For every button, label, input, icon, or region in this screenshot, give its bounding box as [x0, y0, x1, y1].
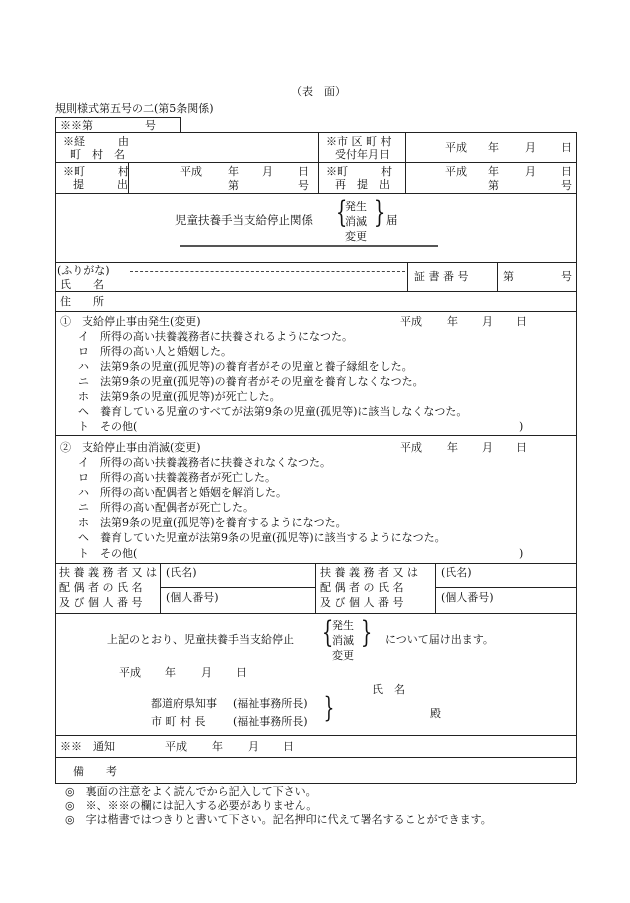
section2-month: 月	[482, 441, 493, 454]
teishutsu-label-1: ※町 村	[63, 165, 129, 178]
declaration-year: 年	[165, 666, 176, 679]
title-option-extinction: 消滅	[345, 215, 367, 228]
rule-row2	[55, 193, 576, 194]
row12-divider	[318, 132, 319, 193]
supporter-label-1-right: 扶 養 義 務 者 又 は	[320, 566, 418, 579]
section2-item-ha: ハ 所得の高い配偶者と婚姻を解消した。	[78, 486, 287, 499]
teishutsu-dai: 第	[228, 179, 239, 192]
section1-item-ho: ホ 法第9条の児童(孤児等)が死亡した。	[78, 390, 281, 403]
rule-supporter	[55, 613, 576, 614]
page-side-label: （表 面）	[291, 85, 346, 98]
decl-left-brace-icon: {	[321, 615, 334, 650]
supporter-label-3-left: 及 び 個 人 番 号	[59, 596, 143, 609]
rule-name	[55, 291, 576, 292]
declaration-text-pre: 上記のとおり、児童扶養手当支給停止	[107, 633, 294, 646]
rule-notice	[55, 757, 576, 758]
section2-item-ho: ホ 法第9条の児童(孤児等)を養育するようになつた。	[78, 516, 347, 529]
declaration-text-post: について届け出ます。	[385, 633, 494, 646]
section1-month: 月	[482, 315, 493, 328]
section2-item-he: ヘ 養育していた児童が法第9条の児童(孤児等)に該当するようになつた。	[78, 531, 446, 544]
teishutsu-day: 日	[298, 165, 309, 178]
section1-era: 平成	[400, 315, 422, 328]
resub-year: 年	[488, 165, 499, 178]
declaration-day: 日	[236, 666, 247, 679]
resub-label-1: ※町 村	[326, 165, 392, 178]
supporter-right-split	[435, 587, 576, 588]
addressee-prefecture-office: (福祉事務所長)	[233, 697, 308, 710]
addressee-municipality: 市 町 村 長	[151, 715, 206, 728]
right-brace-icon: }	[373, 195, 386, 230]
section2-year: 年	[447, 441, 458, 454]
furigana-label: (ふりがな)	[57, 264, 110, 277]
title-option-occurrence: 発生	[345, 200, 367, 213]
notice-label: ※※ 通知	[60, 740, 115, 753]
number-box-right	[180, 117, 181, 132]
resub-go: 号	[561, 179, 572, 192]
section1-close-paren: )	[519, 420, 524, 433]
left-brace-icon: {	[335, 195, 348, 230]
resub-day: 日	[561, 165, 572, 178]
receipt-month: 月	[525, 141, 536, 154]
decl-option-occurrence: 発生	[332, 619, 354, 632]
remarks-label: 備 考	[73, 765, 117, 778]
notice-year: 年	[212, 740, 223, 753]
supporter-label-2-right: 配 偶 者 の 氏 名	[320, 581, 404, 594]
frame-right	[576, 132, 577, 783]
notice-month: 月	[248, 740, 259, 753]
supporter-left-divider	[160, 563, 161, 613]
cert-label-divider	[497, 262, 498, 291]
number-box-top	[55, 117, 180, 118]
addressee-municipality-office: (福祉事務所長)	[233, 715, 308, 728]
supporter-name-right: (氏名)	[441, 566, 472, 579]
section1-item-ni: ニ 法第9条の児童(孤児等)の養育者がその児童を養育しなくなつた。	[78, 375, 424, 388]
furigana-dashline	[130, 271, 405, 272]
rule-bottom	[55, 783, 576, 784]
teishutsu-year: 年	[228, 165, 239, 178]
section2-close-paren: )	[519, 547, 524, 560]
section2-era: 平成	[400, 441, 422, 454]
cert-go: 号	[561, 270, 572, 283]
title-suffix: 届	[386, 213, 398, 227]
receipt-era: 平成	[445, 141, 467, 154]
section1-item-ro: ロ 所得の高い人と婚姻した。	[78, 345, 232, 358]
rule-address	[55, 311, 576, 312]
supporter-right-divider	[435, 563, 436, 613]
decl-right-brace-icon: }	[360, 615, 373, 650]
address-label: 住 所	[60, 295, 104, 308]
resub-label-2: 再 提 出	[335, 178, 390, 191]
supporter-id-right: (個人番号)	[441, 591, 494, 604]
notice-era: 平成	[165, 740, 187, 753]
footnote-1: ◎ 裏面の注意をよく読んでから記入して下さい。	[65, 785, 317, 798]
resub-dai: 第	[488, 179, 499, 192]
receipt-year: 年	[488, 141, 499, 154]
section2-item-to: ト その他(	[78, 547, 138, 560]
supporter-id-left: (個人番号)	[166, 591, 219, 604]
supporter-label-1-left: 扶 養 義 務 者 又 は	[59, 566, 157, 579]
section1-heading: ① 支給停止事由発生(変更)	[60, 315, 201, 328]
number-label: ※※第	[60, 119, 93, 132]
section2-item-i: イ 所得の高い扶養義務者に扶養されなくなつた。	[78, 456, 331, 469]
teishutsu-month: 月	[262, 165, 273, 178]
declaration-month: 月	[201, 666, 212, 679]
cert-number-label: 証 書 番 号	[414, 270, 469, 283]
section1-year: 年	[447, 315, 458, 328]
rule-declaration	[55, 735, 576, 736]
number-suffix: 号	[145, 119, 156, 132]
name-label: 氏 名	[60, 278, 104, 291]
section1-item-he: ヘ 養育している児童のすべてが法第9条の児童(孤児等)に該当しなくなつた。	[78, 405, 468, 418]
decl-option-extinction: 消滅	[332, 634, 354, 647]
section1-item-ha: ハ 法第9条の児童(孤児等)の養育者がその児童と養子縁組をした。	[78, 360, 413, 373]
section1-item-to: ト その他(	[78, 420, 138, 433]
section1-item-i: イ 所得の高い扶養義務者に扶養されるようになつた。	[78, 330, 353, 343]
keiyu-label-1: ※経 由	[63, 135, 129, 148]
cert-dai: 第	[503, 270, 514, 283]
notice-day: 日	[283, 740, 294, 753]
resub-era: 平成	[445, 165, 467, 178]
rule-section1	[55, 435, 576, 436]
title-underline	[180, 245, 438, 247]
teishutsu-era: 平成	[180, 165, 202, 178]
addressee-prefecture: 都道府県知事	[151, 697, 217, 710]
supporter-label-2-left: 配 偶 者 の 氏 名	[59, 581, 143, 594]
teishutsu-label-2: 提 出	[73, 178, 128, 191]
supporter-left-split	[160, 587, 315, 588]
receipt-label-2: 受付年月日	[335, 148, 390, 161]
frame-left	[55, 117, 56, 783]
supporter-label-3-right: 及 び 個 人 番 号	[320, 596, 404, 609]
resub-month: 月	[525, 165, 536, 178]
row12-subdivider	[405, 132, 406, 193]
addressee-brace-icon: }	[323, 691, 335, 724]
honorific: 殿	[430, 707, 441, 720]
document-title: 児童扶養手当支給停止関係	[175, 213, 313, 227]
declaration-era: 平成	[119, 666, 141, 679]
rule-top	[55, 132, 576, 133]
rule-row1	[55, 162, 576, 163]
keiyu-label-2: 町 村 名	[70, 148, 125, 161]
footnote-3: ◎ 字は楷書ではつきりと書いて下さい。記名押印に代えて署名することができます。	[65, 813, 492, 826]
applicant-name-label: 氏 名	[372, 683, 405, 696]
section2-item-ni: ニ 所得の高い配偶者が死亡した。	[78, 501, 254, 514]
receipt-day: 日	[561, 141, 572, 154]
teishutsu-go: 号	[298, 179, 309, 192]
supporter-middle-divider	[315, 563, 316, 613]
title-option-change: 変更	[345, 230, 367, 243]
form-title: 規則様式第五号の二(第5条関係)	[55, 102, 214, 115]
section2-heading: ② 支給停止事由消滅(変更)	[60, 441, 201, 454]
footnote-2: ◎ ※、※※の欄には記入する必要がありません。	[65, 799, 318, 812]
name-cert-divider	[407, 262, 408, 291]
decl-option-change: 変更	[332, 649, 354, 662]
section2-item-ro: ロ 所得の高い扶養義務者が死亡した。	[78, 471, 276, 484]
section2-day: 日	[516, 441, 527, 454]
supporter-name-left: (氏名)	[166, 566, 197, 579]
receipt-label-1: ※市 区 町 村	[326, 135, 392, 148]
section1-day: 日	[516, 315, 527, 328]
